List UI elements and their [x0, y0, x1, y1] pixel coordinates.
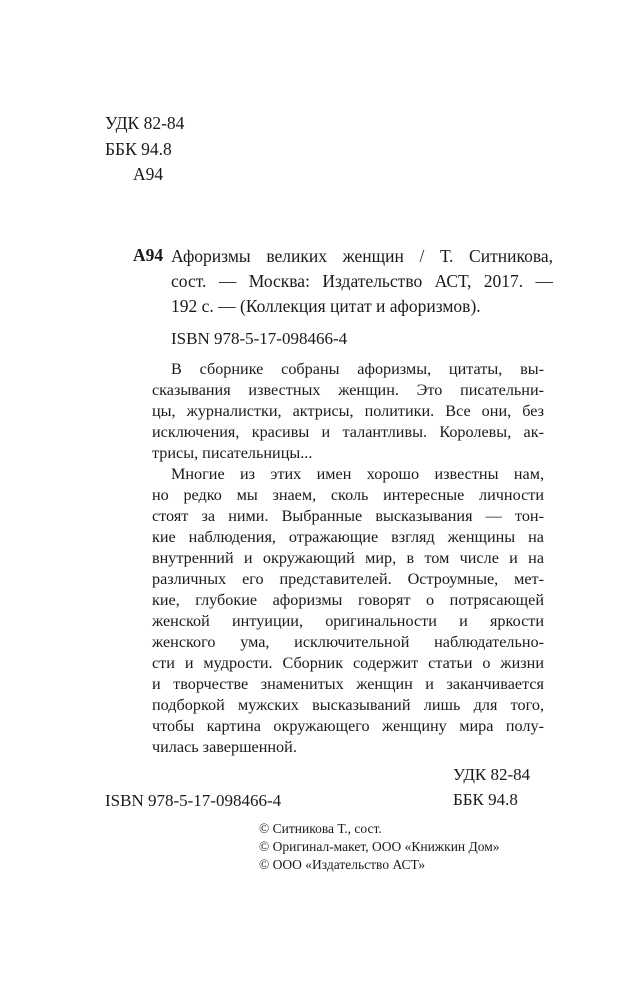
annotation-line: женского ума, исключительной наблюдательно- [152, 633, 544, 651]
annotation-line: и творчестве знаменитых женщин и заканчивается [152, 675, 544, 693]
annotation-line: внутренний и окружающий мир, в том числе и на [152, 549, 544, 567]
annotation-line: чтобы картина окружающего женщину мира полу- [152, 717, 544, 735]
copyright-line: © Ситникова Т., сост. [259, 821, 382, 836]
annotation-line: стоят за ними. Выбранные высказывания — тон- [152, 507, 544, 525]
annotation-line: подборкой мужских высказываний лишь для того, [152, 696, 544, 714]
catalog-line: 192 с. — (Коллекция цитат и афоризмов). [171, 296, 481, 316]
annotation-line: исключения, красивы и талантливы. Королевы, ак- [152, 423, 544, 441]
annotation-line: женской интуиции, оригинальности и яркости [152, 612, 544, 630]
annotation-line: В сборнике собраны афоризмы, цитаты, вы- [171, 360, 544, 378]
copyright-line: © ООО «Издательство АСТ» [259, 857, 426, 872]
annotation-line: цы, журналистки, актрисы, политики. Все они, без [152, 402, 544, 420]
annotation-line: различных его представителей. Остроумные, мет- [152, 570, 544, 588]
bottom-bbk-code: ББК 94.8 [453, 790, 518, 809]
annotation-line: кие, глубокие афоризмы говорят о потрясающей [152, 591, 544, 609]
bottom-udk-code: УДК 82-84 [453, 765, 531, 784]
bbk-code: ББК 94.8 [105, 139, 172, 159]
annotation-line: трисы, писательницы... [152, 444, 313, 462]
annotation-line: сти и мудрости. Сборник содержит статьи о жизни [152, 654, 544, 672]
annotation-line: сказывания известных женщин. Это писательни- [152, 381, 544, 399]
author-mark: А94 [133, 164, 164, 184]
bottom-isbn: ISBN 978-5-17-098466-4 [105, 791, 282, 810]
catalog-isbn: ISBN 978-5-17-098466-4 [171, 329, 348, 348]
udk-code: УДК 82-84 [105, 113, 185, 133]
annotation-line: но редко мы знаем, сколь интересные личности [152, 486, 544, 504]
annotation-line: Многие из этих имен хорошо известны нам, [171, 465, 544, 483]
copyright-line: © Оригинал-макет, ООО «Книжкин Дом» [259, 839, 500, 854]
catalog-mark: А94 [133, 245, 164, 265]
catalog-line: сост. — Москва: Издательство АСТ, 2017. — [171, 271, 553, 291]
annotation-line: чилась завершенной. [152, 738, 297, 756]
annotation-line: кие наблюдения, отражающие взгляд женщины на [152, 528, 544, 546]
catalog-line: Афоризмы великих женщин / Т. Ситникова, [171, 246, 553, 266]
